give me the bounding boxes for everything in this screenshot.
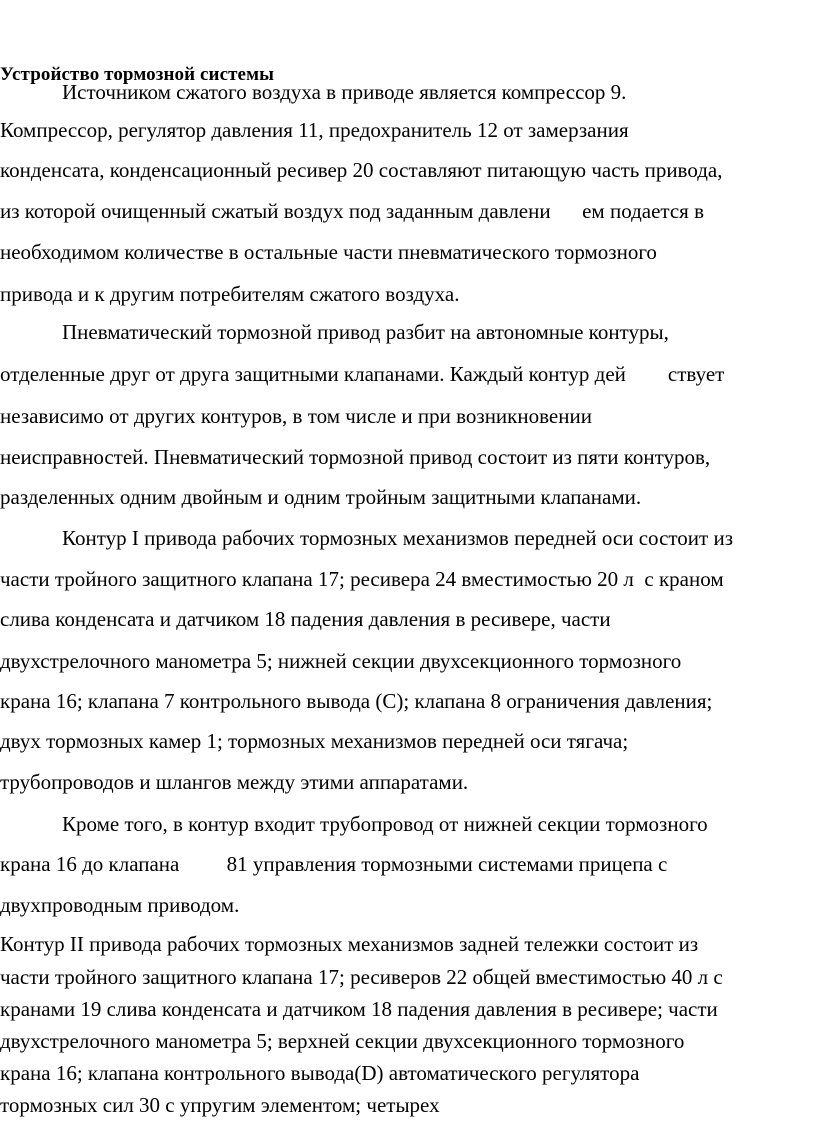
text-line: разделенных одним двойным и одним тройным защитными клапанами. (0, 485, 642, 509)
text-line: Пневматический тормозной привод разбит на автономные контуры, (62, 320, 669, 344)
text-line: слива конденсата и датчиком 18 падения давления в ресивере, части (0, 607, 611, 631)
text-line: конденсата, конденсационный ресивер 20 составляют питающую часть привода, (0, 158, 723, 182)
text-line: Кроме того, в контур входит трубопровод от нижней секции тормозного (62, 812, 708, 836)
text-line: крана 16; клапана контрольного вывода(D) автоматического регулятора (0, 1061, 640, 1085)
text-line: части тройного защитного клапана 17; ресиверов 22 общей вместимостью 40 л с (0, 965, 723, 989)
text-line: независимо от других контуров, в том числе и при возникновении (0, 404, 592, 428)
text-line: Источником сжатого воздуха в приводе является компрессор 9. (62, 80, 627, 104)
text-line: Контур I привода рабочих тормозных механизмов передней оси состоит из (62, 526, 734, 550)
text-line: двухстрелочного манометра 5; верхней секции двухсекционного тормозного (0, 1029, 685, 1053)
text-line: неисправностей. Пневматический тормозной привод состоит из пяти контуров, (0, 445, 711, 469)
text-line: двух тормозных камер 1; тормозных механизмов передней оси тягача; (0, 729, 629, 753)
text-line: трубопроводов и шлангов между этими аппаратами. (0, 770, 469, 794)
text-line: Компрессор, регулятор давления 11, предохранитель 12 от замерзания (0, 118, 629, 142)
text-line: крана 16; клапана 7 контрольного вывода (С); клапана 8 ограничения давления; (0, 689, 713, 713)
text-line: кранами 19 слива конденсата и датчиком 18 падения давления в ресивере; части (0, 997, 718, 1021)
text-line: двухстрелочного манометра 5; нижней секции двухсекционного тормозного (0, 649, 682, 673)
text-line: отделенные друг от друга защитными клапанами. Каждый контур дей ствует (0, 362, 725, 386)
text-line: привода и к другим потребителям сжатого воздуха. (0, 282, 460, 306)
text-line: Контур II привода рабочих тормозных механизмов задней тележки состоит из (0, 932, 699, 956)
text-line: двухпроводным приводом. (0, 893, 240, 917)
text-line: из которой очищенный сжатый воздух под заданным давлени ем подается в (0, 199, 704, 223)
text-line: тормозных сил 30 с упругим элементом; четырех (0, 1093, 440, 1117)
text-line: необходимом количестве в остальные части пневматического тормозного (0, 240, 657, 264)
text-line: крана 16 до клапана 81 управления тормозными системами прицепа с (0, 852, 668, 876)
document-heading: Устройство тормозной системы (0, 64, 275, 85)
text-line: части тройного защитного клапана 17; ресивера 24 вместимостью 20 л с краном (0, 567, 724, 591)
